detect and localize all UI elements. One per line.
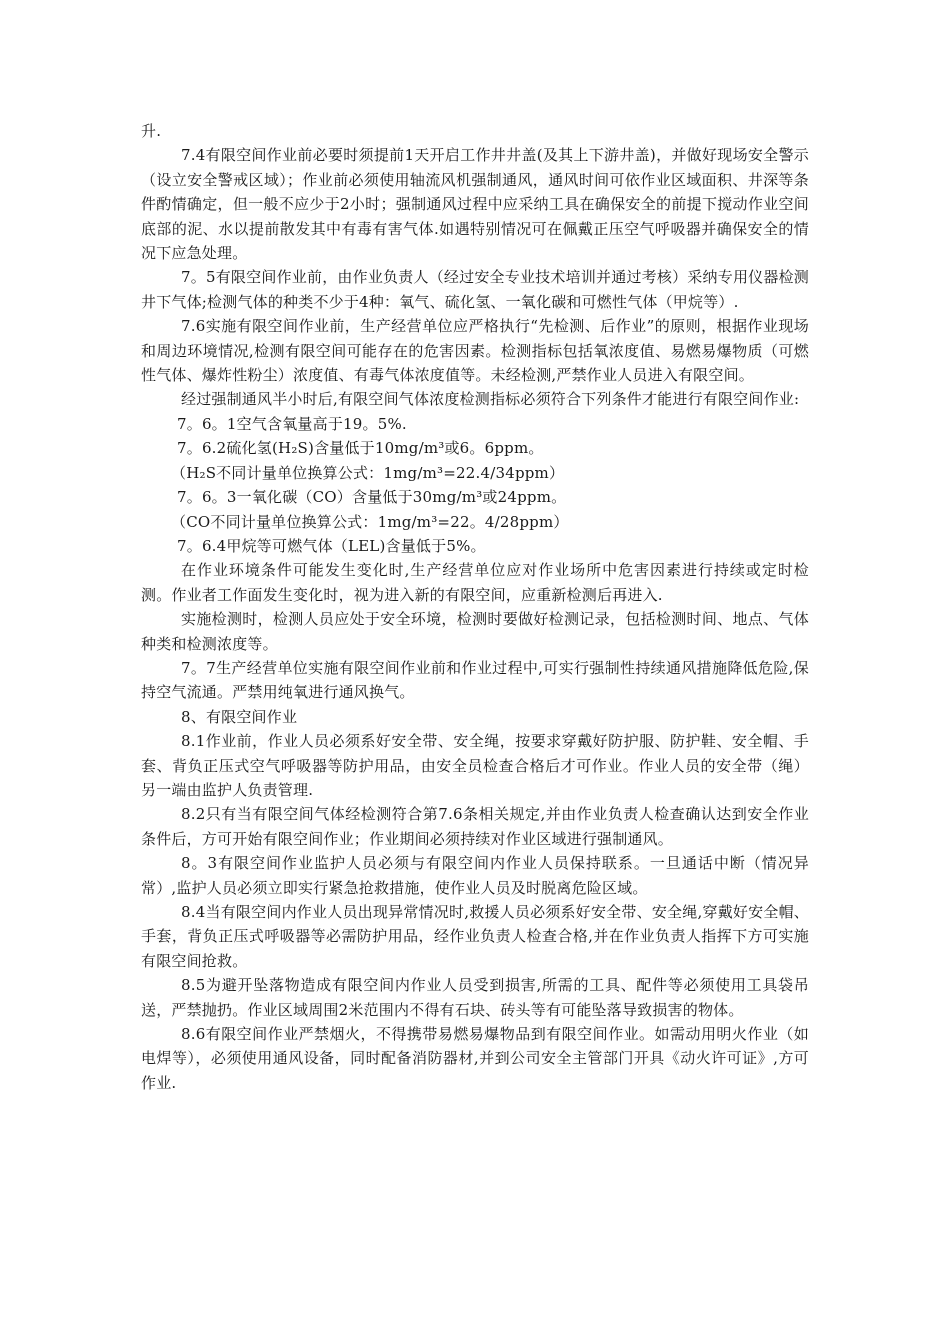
- document-body: [141, 119, 809, 1095]
- paragraph-8-1: 8.1作业前，作业人员必须系好安全带、安全绳，按要求穿戴好防护服、防护鞋、安全帽、手套、背负正压式空气呼吸器等防护用品，由安全员检查合格后才可作业。作业人员的安全带（绳）另一端由监护人负责管理.: [141, 732, 809, 799]
- paragraph-h2s-conversion: （H₂S不同计量单位换算公式：1mg/m³=22.4/34ppm）: [171, 463, 565, 482]
- paragraph-7-6-3: 7。6。3一氧化碳（CO）含量低于30mg/m³或24ppm。: [177, 488, 567, 507]
- paragraph-7-7: 7。7生产经营单位实施有限空间作业前和作业过程中,可实行强制性持续通风措施降低危险,保持空气流通。严禁用纯氧进行通风换气。: [141, 658, 809, 702]
- paragraph-7-6-2: 7。6.2硫化氢(H₂S)含量低于10mg/m³或6。6ppm。: [177, 439, 544, 458]
- paragraph-8-6: 8.6有限空间作业严禁烟火，不得携带易燃易爆物品到有限空间作业。如需动用明火作业（如电焊等），必须使用通风设备，同时配备消防器材,并到公司安全主管部门开具《动火许可证》,方可作业.: [141, 1025, 809, 1092]
- paragraph-7-6-1: 7。6。1空气含氧量高于19。5%.: [177, 414, 407, 433]
- paragraph-7-5: 7。5有限空间作业前，由作业负责人（经过安全专业技术培训并通过考核）采纳专用仪器检测井下气体;检测气体的种类不少于4种：氧气、硫化氢、一氧化碳和可燃性气体（甲烷等）.: [141, 268, 809, 311]
- paragraph-8-2: 8.2只有当有限空间气体经检测符合第7.6条相关规定,并由作业负责人检查确认达到安全作业条件后，方可开始有限空间作业；作业期间必须持续对作业区域进行强制通风。: [141, 805, 809, 848]
- paragraph-8-3: 8。3有限空间作业监护人员必须与有限空间内作业人员保持联系。一旦通话中断（情况异常）,监护人员必须立即实行紧急抢救措施，使作业人员及时脱离危险区域。: [141, 854, 809, 897]
- paragraph-ventilation-conditions: 经过强制通风半小时后,有限空间气体浓度检测指标必须符合下列条件才能进行有限空间作业:: [181, 390, 800, 409]
- paragraph-7-6-4: 7。6.4甲烷等可燃气体（LEL)含量低于5%。: [177, 536, 486, 555]
- paragraph-continuous-detection: 在作业环境条件可能发生变化时,生产经营单位应对作业场所中危害因素进行持续或定时检测。作业者工作面发生变化时，视为进入新的有限空间，应重新检测后再进入.: [141, 561, 809, 604]
- paragraph-co-conversion: （CO不同计量单位换算公式：1mg/m³=22。4/28ppm）: [171, 512, 569, 531]
- paragraph-7-6: 7.6实施有限空间作业前，生产经营单位应严格执行“先检测、后作业”的原则，根据作业现场和周边环境情况,检测有限空间可能存在的危害因素。检测指标包括氧浓度值、易燃易爆物质（可燃性气体、爆炸性粉尘）浓度值、有毒气体浓度值等。未经检测,严禁作业人员进入有限空间。: [141, 317, 809, 385]
- paragraph-7-4: 7.4有限空间作业前必要时须提前1天开启工作井井盖(及其上下游井盖)，并做好现场安全警示（设立安全警戒区域）；作业前必须使用轴流风机强制通风，通风时间可依作业区域面积、井深等条件酌情确定，但一般不应少于2小时；强制通风过程中应采纳工具在确保安全的前提下搅动作业空间底部的泥、水以提前散发其中有毒有害气体.如遇特别情况可在佩戴正压空气呼吸器并确保安全的情况下应急处理。: [141, 146, 809, 263]
- paragraph-continuation: 升.: [141, 122, 162, 140]
- paragraph-detection-records: 实施检测时，检测人员应处于安全环境，检测时要做好检测记录，包括检测时间、地点、气体种类和检测浓度等。: [141, 610, 809, 653]
- paragraph-8-4: 8.4当有限空间内作业人员出现异常情况时,救援人员必须系好安全带、安全绳,穿戴好安全帽、手套，背负正压式呼吸器等必需防护用品，经作业负责人检查合格,并在作业负责人指挥下方可实施有限空间抢救。: [141, 903, 809, 970]
- paragraph-8-5: 8.5为避开坠落物造成有限空间内作业人员受到损害,所需的工具、配件等必须使用工具袋吊送，严禁抛扔。作业区域周围2米范围内不得有石块、砖头等有可能坠落导致损害的物体。: [141, 976, 809, 1019]
- section-heading-8: 8、有限空间作业: [181, 707, 298, 726]
